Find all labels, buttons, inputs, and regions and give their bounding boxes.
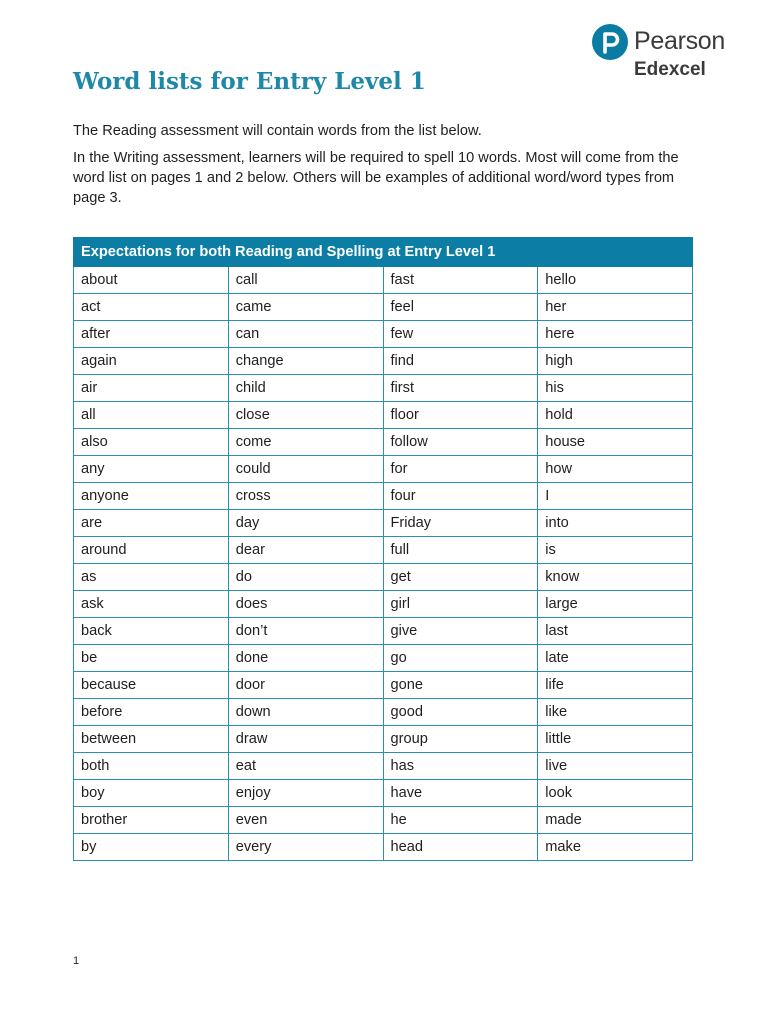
word-cell: call bbox=[228, 267, 383, 294]
word-cell: about bbox=[74, 267, 229, 294]
table-row bbox=[74, 402, 693, 429]
word-cell: does bbox=[228, 591, 383, 618]
word-cell: close bbox=[228, 402, 383, 429]
pearson-logo-icon bbox=[592, 24, 628, 60]
logo-brand-text: Pearson bbox=[634, 27, 726, 55]
table-row bbox=[74, 294, 693, 321]
intro-paragraph-reading: The Reading assessment will contain words from the list below. bbox=[73, 123, 482, 139]
word-cell: both bbox=[74, 753, 229, 780]
word-cell: be bbox=[74, 645, 229, 672]
word-cell: can bbox=[228, 321, 383, 348]
word-cell: first bbox=[383, 375, 538, 402]
word-cell: is bbox=[538, 537, 693, 564]
table-row bbox=[74, 699, 693, 726]
word-cell: around bbox=[74, 537, 229, 564]
word-cell: between bbox=[74, 726, 229, 753]
word-cell: as bbox=[74, 564, 229, 591]
word-cell: brother bbox=[74, 807, 229, 834]
table-row bbox=[74, 618, 693, 645]
word-cell: he bbox=[383, 807, 538, 834]
table-row bbox=[74, 564, 693, 591]
word-cell: hello bbox=[538, 267, 693, 294]
word-cell: into bbox=[538, 510, 693, 537]
word-cell: all bbox=[74, 402, 229, 429]
word-cell: again bbox=[74, 348, 229, 375]
word-cell: back bbox=[74, 618, 229, 645]
word-cell: eat bbox=[228, 753, 383, 780]
word-cell: air bbox=[74, 375, 229, 402]
word-cell: large bbox=[538, 591, 693, 618]
word-cell: after bbox=[74, 321, 229, 348]
table-row bbox=[74, 483, 693, 510]
word-cell: make bbox=[538, 834, 693, 861]
table-row bbox=[74, 537, 693, 564]
table-row bbox=[74, 834, 693, 861]
table-row bbox=[74, 348, 693, 375]
table-row bbox=[74, 375, 693, 402]
word-cell: for bbox=[383, 456, 538, 483]
word-cell: enjoy bbox=[228, 780, 383, 807]
word-cell: floor bbox=[383, 402, 538, 429]
word-cell: head bbox=[383, 834, 538, 861]
intro-paragraph-writing: In the Writing assessment, learners will be required to spell 10 words. Most will come from the word list on pages 1 and 2 below. Others will be examples of additional word/word types from page 3. bbox=[73, 150, 679, 206]
table-row bbox=[74, 429, 693, 456]
table-row bbox=[74, 780, 693, 807]
pearson-edexcel-logo bbox=[592, 24, 732, 80]
table-row bbox=[74, 672, 693, 699]
table-row bbox=[74, 645, 693, 672]
word-cell: don’t bbox=[228, 618, 383, 645]
word-cell: boy bbox=[74, 780, 229, 807]
word-cell: any bbox=[74, 456, 229, 483]
word-cell: made bbox=[538, 807, 693, 834]
word-cell: feel bbox=[383, 294, 538, 321]
word-cell: four bbox=[383, 483, 538, 510]
word-cell: by bbox=[74, 834, 229, 861]
word-cell: like bbox=[538, 699, 693, 726]
word-cell: his bbox=[538, 375, 693, 402]
table-header-row bbox=[74, 238, 693, 267]
word-cell: follow bbox=[383, 429, 538, 456]
word-cell: house bbox=[538, 429, 693, 456]
word-cell: act bbox=[74, 294, 229, 321]
table-row bbox=[74, 726, 693, 753]
word-cell: came bbox=[228, 294, 383, 321]
word-cell: ask bbox=[74, 591, 229, 618]
word-cell: few bbox=[383, 321, 538, 348]
word-cell: give bbox=[383, 618, 538, 645]
table-row bbox=[74, 267, 693, 294]
word-cell: draw bbox=[228, 726, 383, 753]
logo-sub-text: Edexcel bbox=[634, 59, 706, 80]
word-cell: dear bbox=[228, 537, 383, 564]
word-cell: come bbox=[228, 429, 383, 456]
table-row bbox=[74, 591, 693, 618]
table-row bbox=[74, 807, 693, 834]
word-cell: how bbox=[538, 456, 693, 483]
word-cell: child bbox=[228, 375, 383, 402]
table-header: Expectations for both Reading and Spelling at Entry Level 1 bbox=[74, 238, 693, 267]
word-cell: good bbox=[383, 699, 538, 726]
word-cell: down bbox=[228, 699, 383, 726]
word-cell: change bbox=[228, 348, 383, 375]
word-cell: before bbox=[74, 699, 229, 726]
word-cell: anyone bbox=[74, 483, 229, 510]
word-cell: have bbox=[383, 780, 538, 807]
word-cell: I bbox=[538, 483, 693, 510]
word-cell: little bbox=[538, 726, 693, 753]
word-cell: could bbox=[228, 456, 383, 483]
word-cell: every bbox=[228, 834, 383, 861]
word-cell: girl bbox=[383, 591, 538, 618]
word-cell: done bbox=[228, 645, 383, 672]
word-cell: fast bbox=[383, 267, 538, 294]
word-cell: also bbox=[74, 429, 229, 456]
table-row bbox=[74, 321, 693, 348]
word-cell: group bbox=[383, 726, 538, 753]
word-cell: hold bbox=[538, 402, 693, 429]
word-cell: door bbox=[228, 672, 383, 699]
word-cell: go bbox=[383, 645, 538, 672]
word-cell: because bbox=[74, 672, 229, 699]
word-list-table bbox=[73, 237, 693, 861]
word-cell: know bbox=[538, 564, 693, 591]
word-cell: gone bbox=[383, 672, 538, 699]
page-number: 1 bbox=[73, 955, 80, 967]
word-cell: Friday bbox=[383, 510, 538, 537]
table-row bbox=[74, 510, 693, 537]
page-title: Word lists for Entry Level 1 bbox=[73, 68, 426, 95]
word-cell: get bbox=[383, 564, 538, 591]
word-cell: last bbox=[538, 618, 693, 645]
word-cell: even bbox=[228, 807, 383, 834]
word-cell: look bbox=[538, 780, 693, 807]
word-cell: do bbox=[228, 564, 383, 591]
word-cell: high bbox=[538, 348, 693, 375]
word-cell: are bbox=[74, 510, 229, 537]
table-row bbox=[74, 753, 693, 780]
word-cell: live bbox=[538, 753, 693, 780]
table-body bbox=[74, 267, 693, 861]
word-cell: day bbox=[228, 510, 383, 537]
table-row bbox=[74, 456, 693, 483]
word-cell: here bbox=[538, 321, 693, 348]
word-cell: full bbox=[383, 537, 538, 564]
word-cell: find bbox=[383, 348, 538, 375]
word-cell: life bbox=[538, 672, 693, 699]
word-cell: has bbox=[383, 753, 538, 780]
word-cell: cross bbox=[228, 483, 383, 510]
word-cell: her bbox=[538, 294, 693, 321]
word-cell: late bbox=[538, 645, 693, 672]
